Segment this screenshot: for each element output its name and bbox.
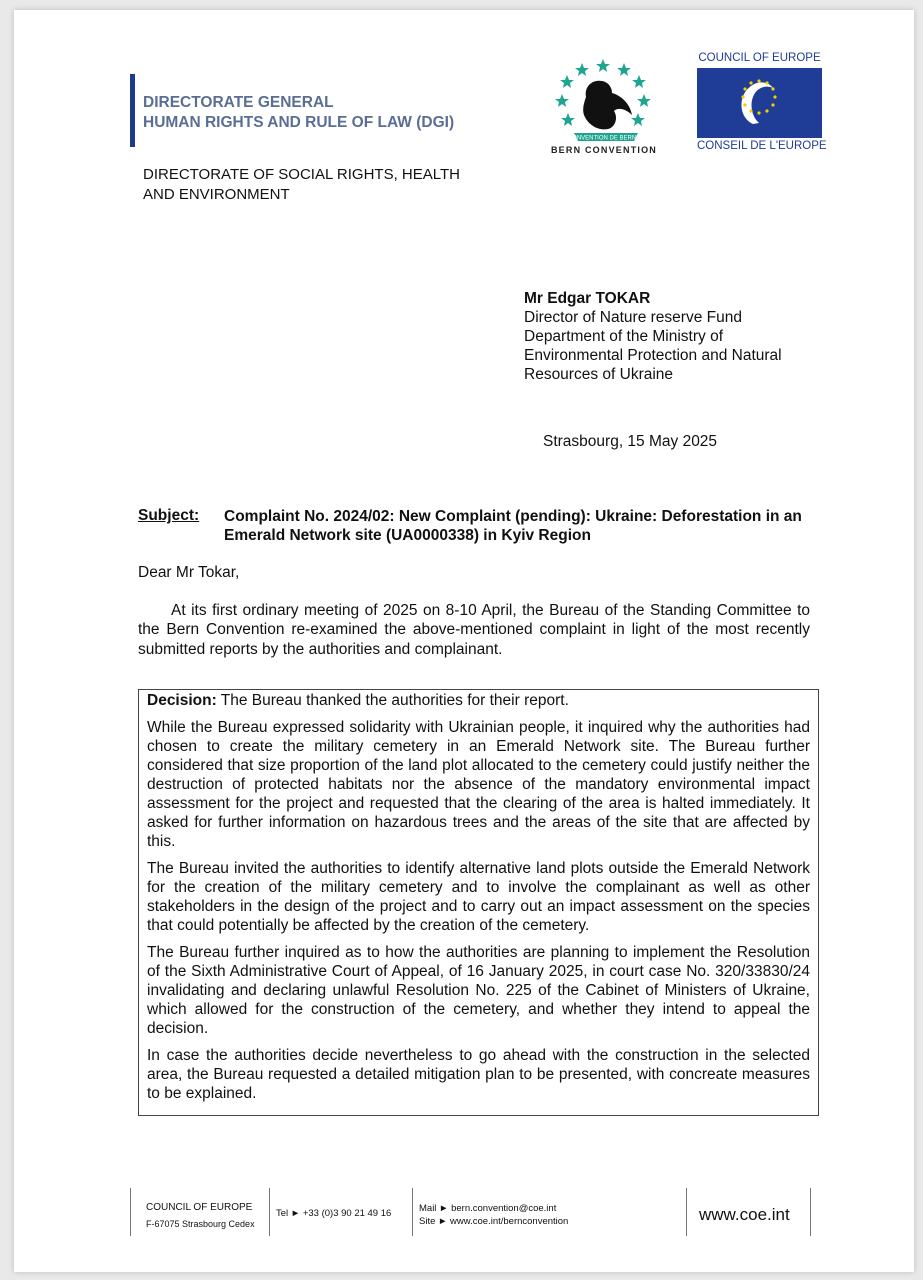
dg-line1: DIRECTORATE GENERAL [143, 94, 334, 111]
footer-mail[interactable]: Mail ► bern.convention@coe.int [419, 1203, 557, 1214]
bern-logo-text1: CONVENTION DE BERNE [567, 135, 641, 142]
recipient-name: Mr Edgar TOKAR [524, 290, 651, 307]
recipient-line2: Department of the Ministry of [524, 328, 723, 345]
recipient-line4: Resources of Ukraine [524, 366, 674, 383]
directorate-line2: AND ENVIRONMENT [143, 186, 290, 203]
coe-flag-icon [697, 68, 822, 138]
recipient-address [524, 289, 782, 384]
coe-logo-bottom: CONSEIL DE L'EUROPE [697, 140, 827, 152]
header-accent-bar [130, 74, 135, 147]
directorate-name [143, 165, 460, 205]
footer-divider [130, 1188, 131, 1236]
footer-contact [419, 1202, 568, 1228]
recipient-line1: Director of Nature reserve Fund [524, 309, 742, 326]
coe-logo-top: COUNCIL OF EUROPE [698, 52, 821, 64]
footer-website-link[interactable]: www.coe.int [699, 1205, 790, 1224]
directorate-general-heading [143, 93, 454, 133]
footer-org: COUNCIL OF EUROPE [146, 1202, 253, 1213]
letter-date: Strasbourg, 15 May 2025 [543, 433, 718, 450]
footer-divider [686, 1188, 687, 1236]
footer-postal: F-67075 Strasbourg Cedex [146, 1219, 255, 1229]
footer-tel: Tel ► +33 (0)3 90 21 49 16 [276, 1208, 392, 1219]
footer-divider [412, 1188, 413, 1236]
salutation: Dear Mr Tokar, [138, 564, 240, 581]
decision-paragraph: In case the authorities decide nevertheless to go ahead with the construction in the selected area, the Bureau requested a detailed mitigation plan to be presented, with concreate measures to be explained. [147, 1047, 810, 1102]
footer-divider [269, 1188, 270, 1236]
decision-lead-paragraph [147, 691, 810, 710]
footer-address [146, 1200, 255, 1232]
decision-paragraph: While the Bureau expressed solidarity with Ukrainian people, it inquired why the authorities had chosen to create the military cemetery in an Emerald Network site. The Bureau further considered that size proportion of the land plot allocated to the cemetery could justify neither the destruction of protected habitats nor the absence of the mandatory environmental impact assessment for the project and requested that the clearing of the area is halted immediately. It asked for further information on hazardous trees and the areas of the site that are affected by this. [147, 719, 810, 850]
intro-paragraph: At its first ordinary meeting of 2025 on 8-10 April, the Bureau of the Standing Committee to the Bern Convention re-examined the above-mentioned complaint in light of the most recently submitted reports by the authorities and complainant. [138, 602, 810, 658]
bern-convention-logo [538, 57, 668, 157]
recipient-line3: Environmental Protection and Natural [524, 347, 782, 364]
footer-divider [810, 1188, 811, 1236]
decision-paragraph: The Bureau invited the authorities to identify alternative land plots outside the Emerald Network for the creation of the military cemetery and to involve the complainant as well as other stakeholders in the design of the project and to carry out an impact assessment on the species that could potentially be affected by the creation of the cemetery. [147, 860, 810, 934]
dg-line2: HUMAN RIGHTS AND RULE OF LAW (DGI) [143, 114, 455, 131]
bern-logo-text2: BERN CONVENTION [550, 145, 658, 155]
footer-site[interactable]: Site ► www.coe.int/bernconvention [419, 1216, 569, 1227]
decision-paragraph: The Bureau further inquired as to how the authorities are planning to implement the Resolution of the Sixth Administrative Court of Appeal, of 16 January 2025, in court case No. 320/33830/24 invalidating and declaring unlawful Resolution No. 225 of the Cabinet of Ministers of Ukraine, which allowed for the construction of the cemetery, and whether they intend to appeal the decision. [147, 944, 810, 1037]
subject-text: Complaint No. 2024/02: New Complaint (pending): Ukraine: Deforestation in an Emerald Network site (UA0000338) in Kyiv Region [224, 508, 802, 544]
directorate-line1: DIRECTORATE OF SOCIAL RIGHTS, HEALTH [143, 166, 460, 183]
decision-box [138, 689, 819, 1116]
decision-label: Decision: [147, 692, 217, 709]
decision-lead: The Bureau thanked the authorities for their report. [216, 692, 569, 709]
subject-label: Subject: [138, 507, 200, 524]
council-of-europe-logo [697, 52, 827, 156]
otter-icon [583, 81, 632, 130]
